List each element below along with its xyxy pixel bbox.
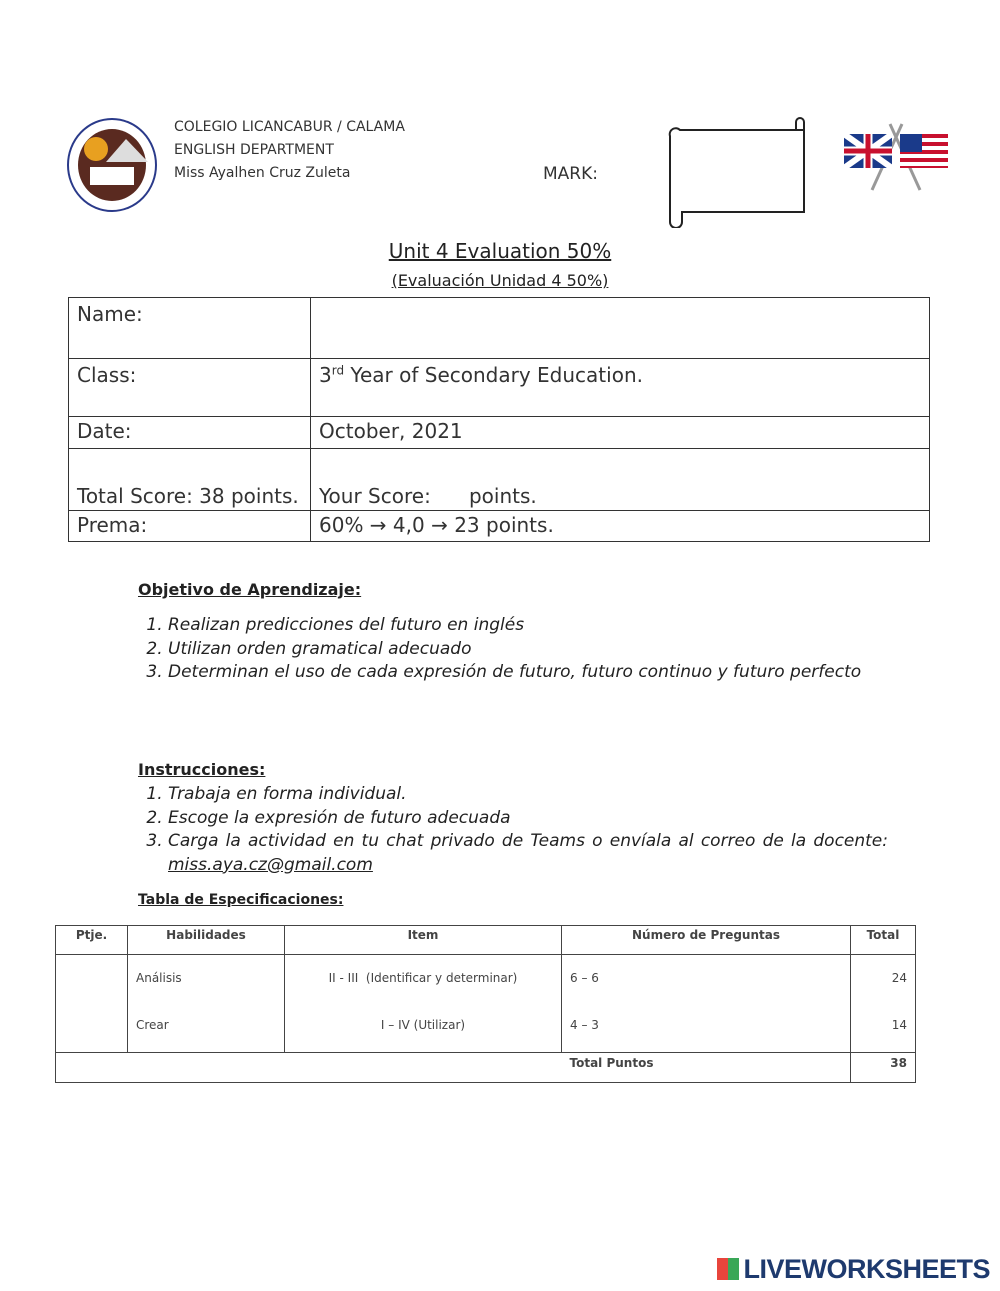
school-name: COLEGIO LICANCABUR / CALAMA [174,119,405,135]
list-item: 2. Utilizan orden gramatical adecuado [168,638,888,662]
total-score-label: Total Score: 38 points. [69,449,311,511]
instrucciones-heading: Instrucciones: [138,760,266,779]
list-item: 1. Realizan predicciones del futuro en inglés [168,614,888,638]
name-label: Name: [69,298,311,359]
spec-table [55,925,916,1083]
email-link[interactable]: miss.aya.cz@gmail.com [168,854,373,875]
col-header: Número de Preguntas [562,926,851,955]
prema-value: 60% → 4,0 → 23 points. [311,511,930,542]
teacher-name: Miss Ayalhen Cruz Zuleta [174,165,351,181]
instrucciones-list [138,783,888,877]
objetivo-list [138,614,888,685]
page-title: Unit 4 Evaluation 50% [388,239,612,263]
total-value: 38 [851,1053,916,1083]
your-score-field[interactable]: Your Score: points. [311,449,930,511]
blank-cell [56,1053,562,1083]
col-header: Item [285,926,562,955]
total-cell: 24 14 [851,955,916,1053]
col-header: Habilidades [128,926,285,955]
date-value: October, 2021 [311,417,930,449]
liveworksheets-icon [717,1258,739,1280]
spec-heading: Tabla de Especificaciones: [138,892,344,908]
item-cell: II - III (Identificar y determinar) I – IV (Utilizar) [285,955,562,1053]
prema-label: Prema: [69,511,311,542]
col-header: Ptje. [56,926,128,955]
page-subtitle: (Evaluación Unidad 4 50%) [391,271,609,290]
student-info-table [68,297,930,542]
uk-us-flags-icon [842,120,950,196]
col-header: Total [851,926,916,955]
liveworksheets-logo: LIVEWORKSHEETS [717,1254,990,1285]
num-cell: 6 – 6 4 – 3 [562,955,851,1053]
table-row [56,955,916,1053]
list-item: 2. Escoge la expresión de futuro adecuada [168,807,888,831]
mark-label: MARK: [543,164,598,184]
class-label: Class: [69,359,311,417]
total-label: Total Puntos [562,1053,851,1083]
list-item: 1. Trabaja en forma individual. [168,783,888,807]
name-field[interactable] [311,298,930,359]
list-item: 3. Carga la actividad en tu chat privado de Teams o envíala al correo de la docente: miss.aya.cz@gmail.com [168,830,888,877]
habilidades-cell: Análisis Crear [128,955,285,1053]
ptje-cell [56,955,128,1053]
class-value: 3rd Year of Secondary Education. [311,359,930,417]
mark-scroll-box [668,116,810,228]
date-label: Date: [69,417,311,449]
objetivo-heading: Objetivo de Aprendizaje: [138,580,362,599]
department: ENGLISH DEPARTMENT [174,142,334,158]
school-logo [66,117,158,213]
list-item: 3. Determinan el uso de cada expresión de futuro, futuro continuo y futuro perfecto [168,661,888,685]
